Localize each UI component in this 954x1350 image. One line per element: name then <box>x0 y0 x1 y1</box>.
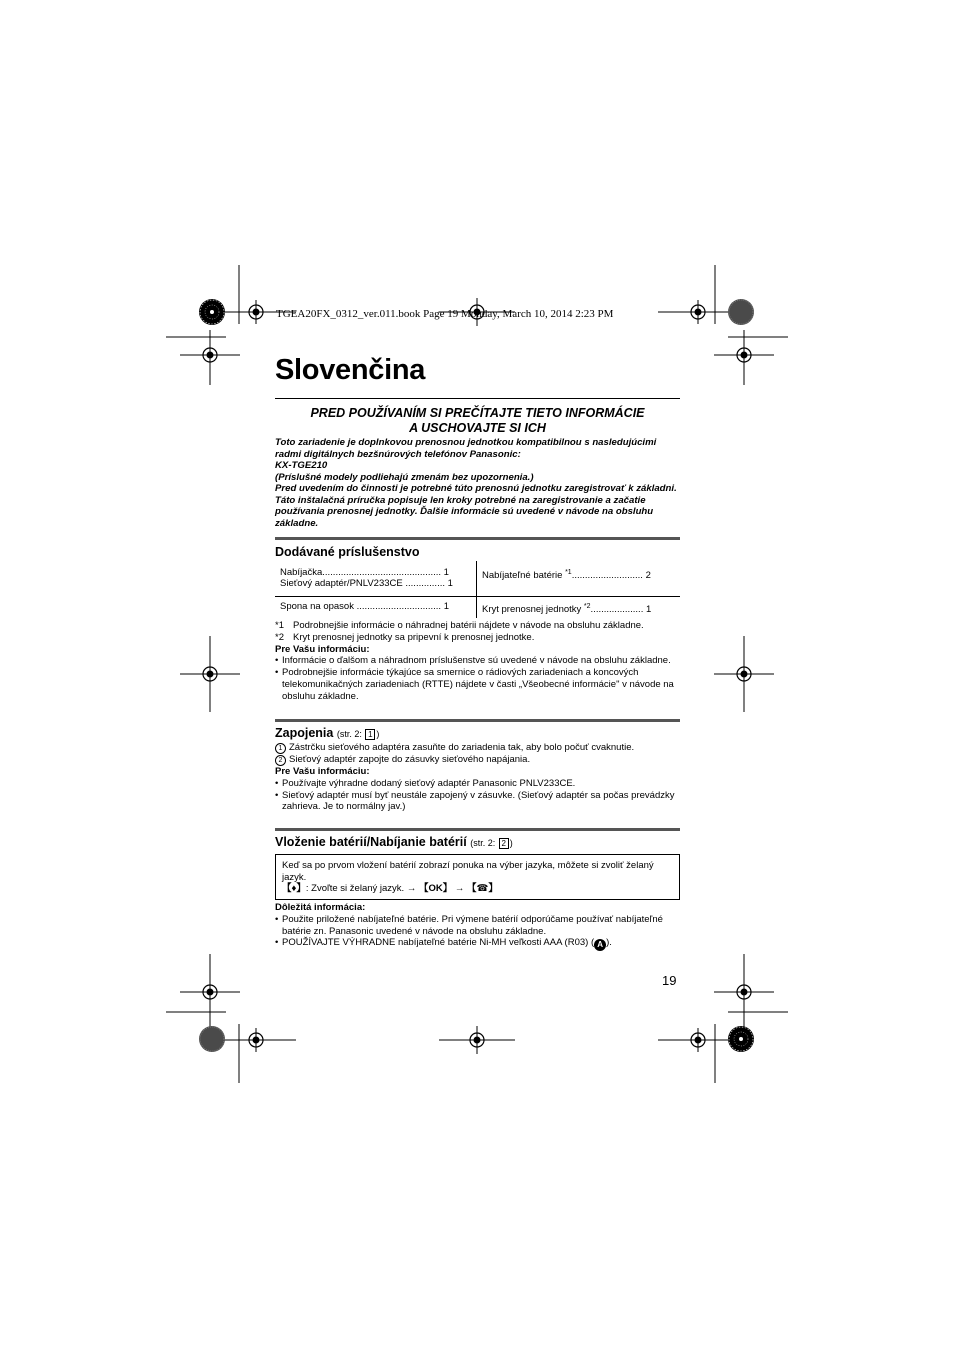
important-heading: Dôležitá informácia: <box>275 902 366 913</box>
page-reference: (str. 2: 2 ) <box>470 838 513 848</box>
note-text: Keď sa po prvom vložení batérií zobrazí ponuka na výber jazyka, môžete si zvoliť želaný jazyk. <box>282 860 654 883</box>
intro-model: KX-TGE210 <box>275 460 328 471</box>
battery-title: Vloženie batérií/Nabíjanie batérií (str. 2: 2 ) <box>275 835 513 849</box>
page-reference: (str. 2: 1 ) <box>336 729 380 739</box>
accessories-table <box>275 561 680 618</box>
page-title: Slovenčina <box>275 354 426 386</box>
info-bullet: • Sieťový adaptér musí byť neustále zapojený v zásuvke. (Sieťový adaptér sa počas prevádzky zahrieva. Je to normálny jav.) <box>275 790 680 814</box>
section-rule <box>275 828 680 831</box>
ok-key-icon: 【OK】 <box>418 883 453 894</box>
connections-title: Zapojenia (str. 2: 1 ) <box>275 726 380 740</box>
info-bullet: • Podrobnejšie informácie týkajúce sa smernice o rádiových zariadeniach a koncových telekomunikačných zariadeniach (RTTE) nájdete v časti „Všeobecné informácie" v návode na obsluhu základne. <box>275 667 680 702</box>
table-cell-adaptor: Sieťový adaptér/PNLV233CE ............... 1 <box>280 578 453 589</box>
footnote: *2 Kryt prenosnej jednotky sa pripevní k prenosnej jednotke. <box>275 631 535 643</box>
accessories-notes <box>275 620 680 703</box>
info-bullet: • Používajte výhradne dodaný sieťový adaptér Panasonic PNLV233CE. <box>275 778 680 790</box>
intro-paragraph: Toto zariadenie je doplnkovou prenosnou jednotkou kompatibilnou s nasledujúcimi radmi digitálnych bezšnúrových telefónov Panasonic: <box>275 437 657 460</box>
table-divider <box>275 596 680 597</box>
footnote: *1 Podrobnejšie informácie o náhradnej batérii nájdete v návode na obsluhu základne. <box>275 620 644 631</box>
table-cell-clip: Spona na opasok ................................ 1 <box>280 601 449 612</box>
step-item: 2 Sieťový adaptér zapojte do zásuvky sieťového napájania. <box>275 754 680 766</box>
warning-heading <box>275 406 680 436</box>
battery-body <box>275 902 680 951</box>
intro-text <box>275 437 680 529</box>
navigator-key-icon: 【♦】 <box>282 883 306 894</box>
info-bullet: • Použite priložené nabíjateľné batérie. Pri výmene batérií odporúčame používať nabíjateľné batérie zn. Panasonic uvedené v návode na obsluhu základne. <box>275 914 680 938</box>
language-note-box <box>275 854 680 900</box>
arrow-icon: → <box>406 883 417 894</box>
table-cell-charger: Nabíjačka............................................. 1 <box>280 567 449 578</box>
off-key-icon: 【☎】 <box>467 883 498 894</box>
battery-type-a-icon: A <box>594 939 606 951</box>
connections-body <box>275 742 680 813</box>
info-bullet: • POUŽÍVAJTE VÝHRADNE nabíjateľné batérie Ni-MH veľkosti AAA (R03) ( A ). <box>275 937 680 951</box>
table-cell-cover: Kryt prenosnej jednotky $^{*2}$.................... 1 <box>482 603 652 616</box>
warning-heading-line1: PRED POUŽÍVANÍM SI PREČÍTAJTE TIETO INFORMÁCIE <box>310 406 645 420</box>
info-bullet: • Informácie o ďalšom a náhradnom príslušenstve sú uvedené v návode na obsluhu základne. <box>275 655 680 667</box>
note-instruction: 【♦】: Zvoľte si želaný jazyk. → 【OK】 → 【☎】 <box>282 883 498 894</box>
info-heading: Pre Vašu informáciu: <box>275 643 370 655</box>
warning-heading-line2: A USCHOVAJTE SI ICH <box>409 421 546 435</box>
table-divider <box>476 561 477 618</box>
section-rule <box>275 719 680 722</box>
accessories-title: Dodávané príslušenstvo <box>275 545 420 559</box>
intro-note: (Príslušné modely podliehajú zmenám bez upozornenia.) <box>275 471 534 483</box>
title-rule <box>275 398 680 399</box>
info-heading: Pre Vašu informáciu: <box>275 766 370 777</box>
section-rule <box>275 537 680 540</box>
page-number: 19 <box>662 973 677 988</box>
table-cell-battery: Nabíjateľné batérie $^{*1}$........................... 2 <box>482 569 651 582</box>
file-header-line: TGEA20FX_0312_ver.011.book Page 19 Monday, March 10, 2014 2:23 PM <box>276 308 614 320</box>
intro-paragraph: Pred uvedením do činnosti je potrebné túto prenosnú jednotku zaregistrovať k základni. Táto inštalačná príručka popisuje len kroky potrebné na zaregistrovanie a začatie používania prenosnej jednotky. Ďalšie informácie sú uvedené v návode na obsluhu základne. <box>275 483 677 529</box>
step-item: 1 Zástrčku sieťového adaptéra zasuňte do zariadenia tak, aby bolo počuť cvaknutie. <box>275 742 680 754</box>
arrow-icon: → <box>454 883 465 894</box>
